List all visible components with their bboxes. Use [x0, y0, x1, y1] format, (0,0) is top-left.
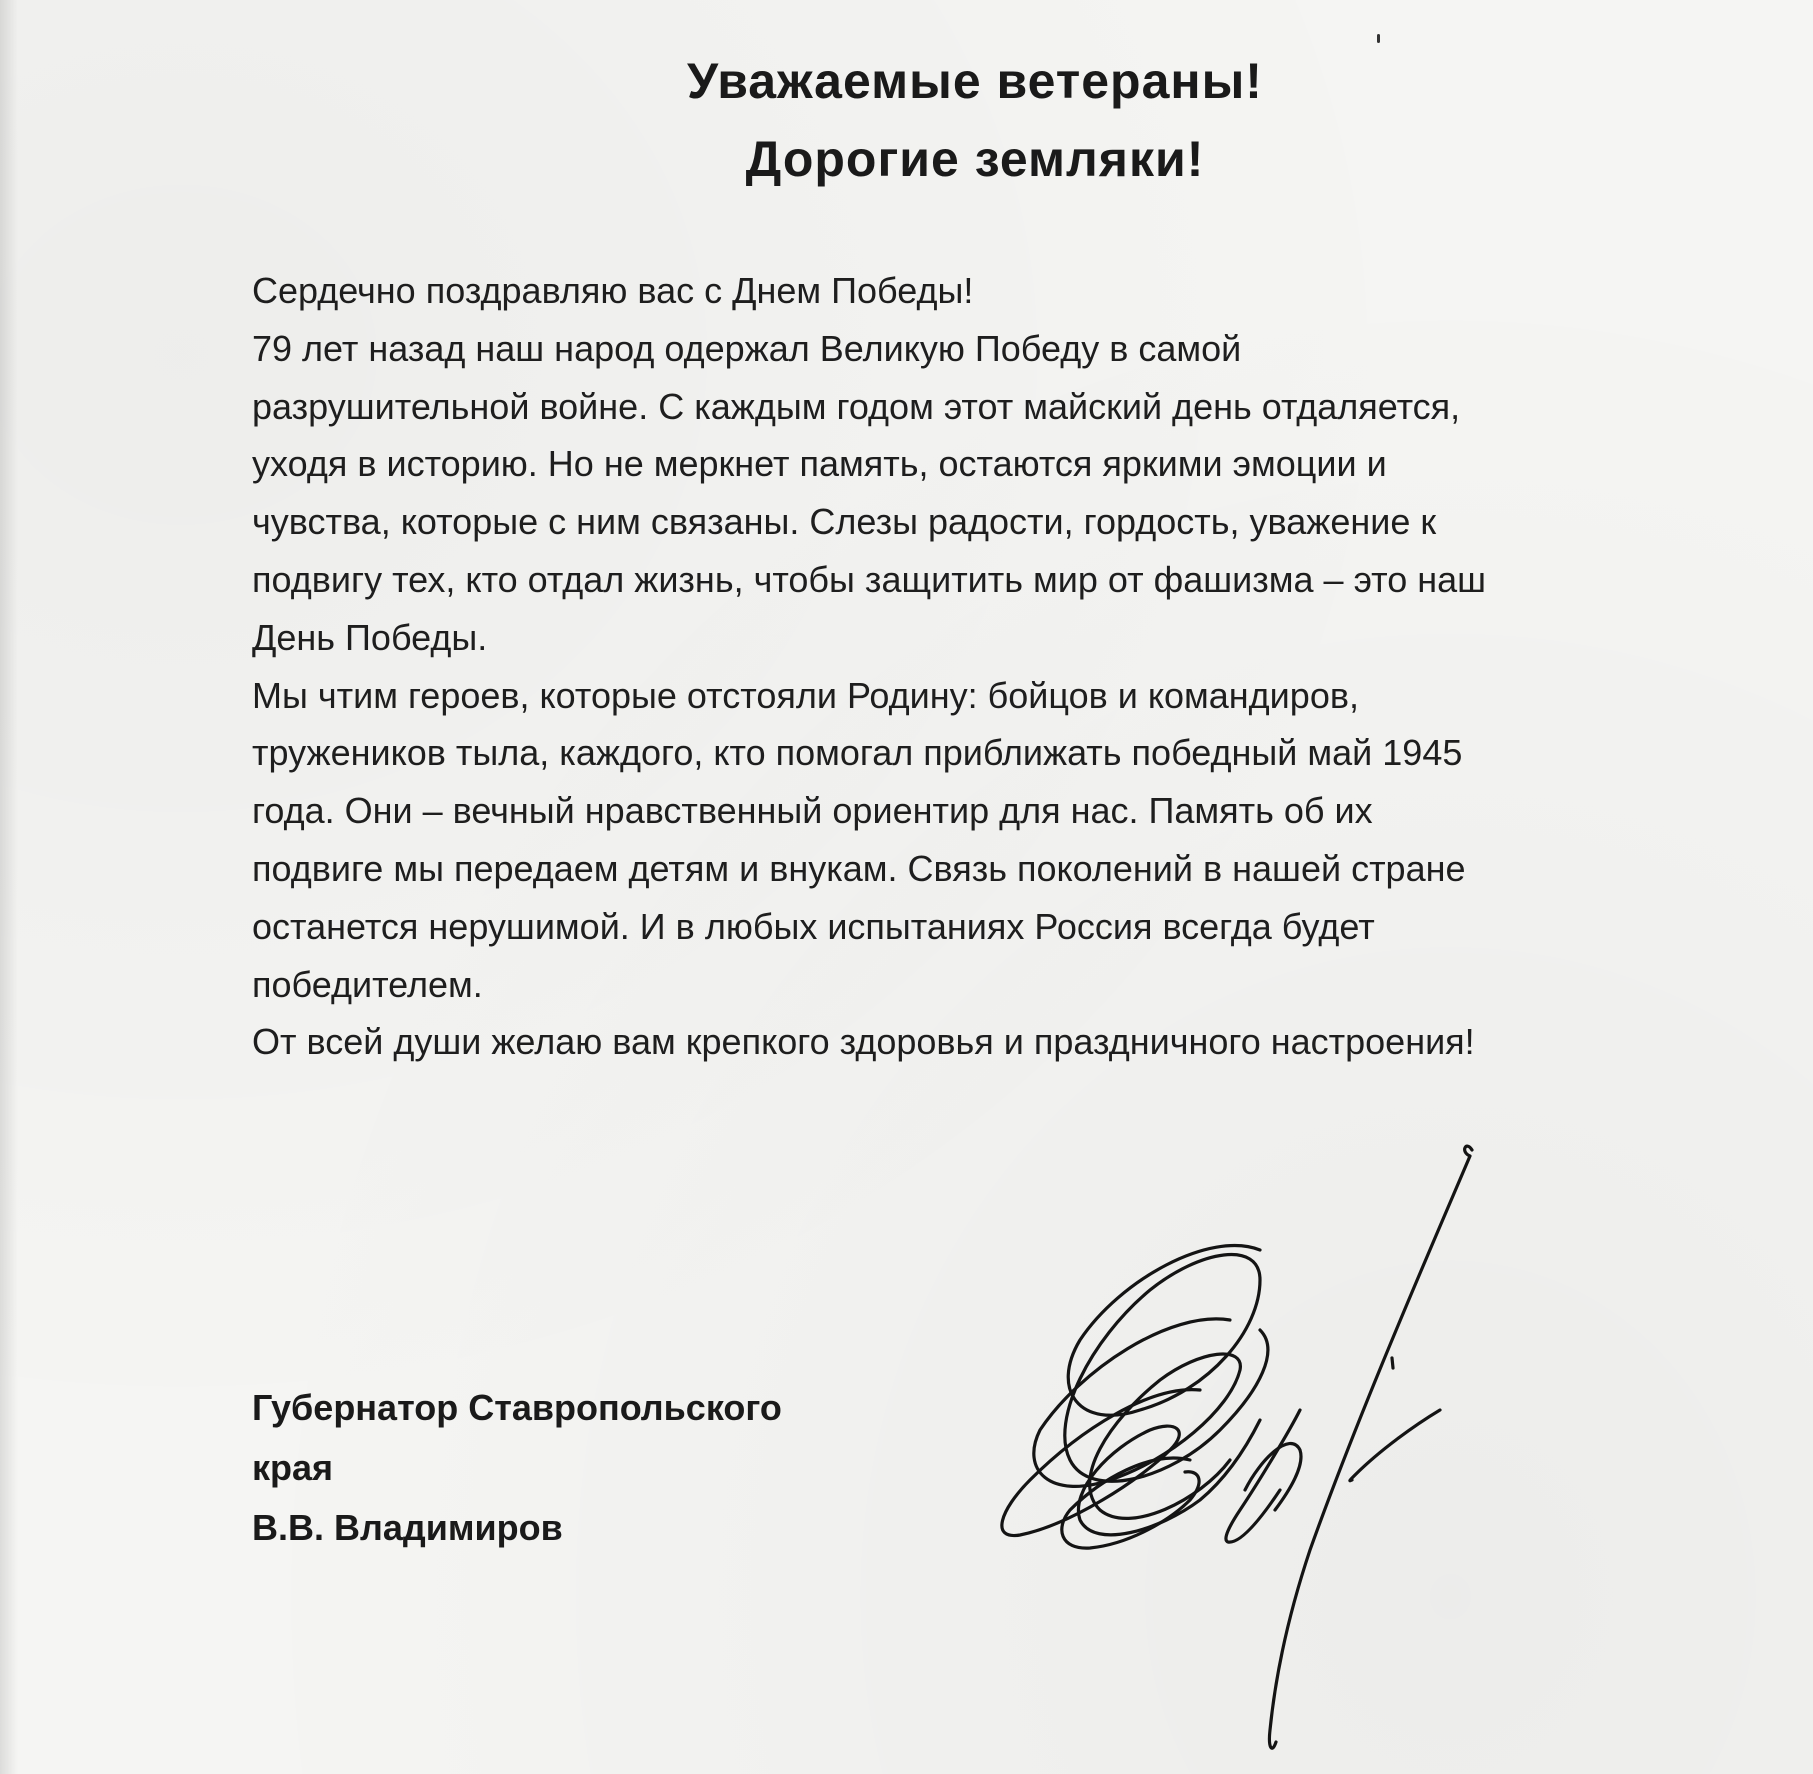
handwritten-signature — [960, 1130, 1480, 1760]
signatory-title-line1: Губернатор Ставропольского — [252, 1387, 782, 1428]
body-line: подвиге мы передаем детям и внукам. Связь поколений в нашей стране — [252, 847, 1466, 889]
signatory-block — [252, 1378, 782, 1558]
body-line: победителем. — [252, 963, 483, 1005]
body-line: тружеников тыла, каждого, кто помогал приближать победный май 1945 — [252, 732, 1463, 774]
heading-countrymen: Дорогие земляки! — [745, 131, 1205, 187]
body-line: чувства, которые с ним связаны. Слезы радости, гордость, уважение к — [252, 501, 1437, 543]
paper-edge-shadow — [0, 0, 18, 1774]
signatory-name: В.В. Владимиров — [252, 1507, 563, 1548]
body-line: 79 лет назад наш народ одержал Великую Победу в самой — [252, 327, 1242, 369]
body-line: останется нерушимой. И в любых испытаниях Россия всегда будет — [252, 905, 1375, 947]
signatory-title-line2: края — [252, 1447, 334, 1488]
body-line: уходя в историю. Но не меркнет память, остаются яркими эмоции и — [252, 443, 1387, 485]
body-line: Мы чтим героев, которые отстояли Родину: бойцов и командиров, — [252, 674, 1359, 716]
body-line: подвигу тех, кто отдал жизнь, чтобы защитить мир от фашизма – это наш — [252, 558, 1487, 600]
body-line: От всей души желаю вам крепкого здоровья и праздничного настроения! — [252, 1021, 1475, 1063]
letter-body — [252, 262, 1712, 1071]
body-line: День Победы. — [252, 616, 488, 658]
paper-speck — [1377, 34, 1380, 43]
body-line: разрушительной войне. С каждым годом этот майский день отдаляется, — [252, 385, 1461, 427]
body-line: Сердечно поздравляю вас с Днем Победы! — [252, 270, 974, 311]
body-line: года. Они – вечный нравственный ориентир для нас. Память об их — [252, 790, 1373, 832]
heading-veterans: Уважаемые ветераны! — [687, 53, 1263, 109]
